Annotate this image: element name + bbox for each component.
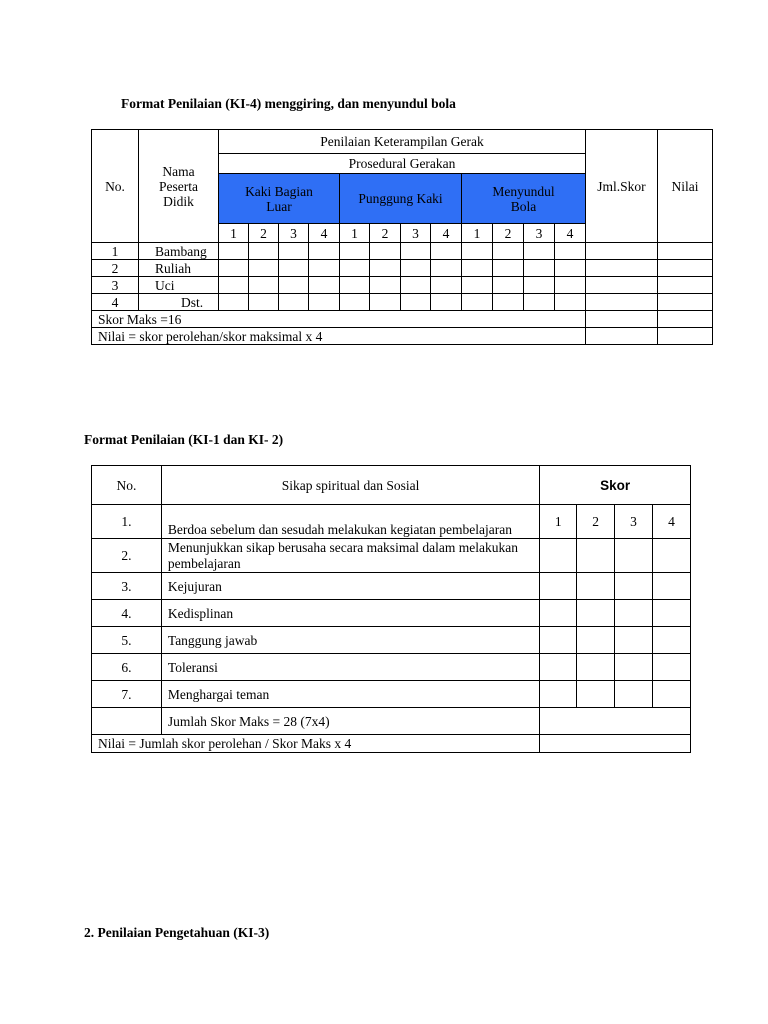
score-number: 3 <box>615 505 653 539</box>
table-row <box>92 627 691 654</box>
header-prosedural: Prosedural Gerakan <box>219 154 586 174</box>
score-number: 3 <box>401 224 431 243</box>
table-row <box>92 505 691 539</box>
table-row <box>92 277 713 294</box>
row-no: 1 <box>92 243 139 260</box>
header-nilai: Nilai <box>658 130 713 243</box>
table-row <box>92 294 713 311</box>
row-no: 1. <box>92 505 162 539</box>
nilai-formula: Nilai = skor perolehan/skor maksimal x 4 <box>92 328 586 345</box>
score-number: 4 <box>431 224 462 243</box>
score-number: 4 <box>555 224 586 243</box>
header-menyundul-bola: Menyundul Bola <box>462 174 586 224</box>
row-text: Kejujuran <box>161 573 539 600</box>
row-text: Menghargai teman <box>161 681 539 708</box>
row-text: Kedisplinan <box>161 600 539 627</box>
score-number: 1 <box>540 505 577 539</box>
ki1-ki2-assessment-table <box>91 465 691 753</box>
score-number: 1 <box>462 224 493 243</box>
score-number: 2 <box>577 505 615 539</box>
score-number: 4 <box>653 505 691 539</box>
table-row <box>92 260 713 277</box>
table-row <box>92 539 691 573</box>
row-no: 4 <box>92 294 139 311</box>
ki4-assessment-table <box>91 129 713 345</box>
row-no: 5. <box>92 627 162 654</box>
score-number: 2 <box>370 224 401 243</box>
header-sikap: Sikap spiritual dan Sosial <box>161 466 539 505</box>
row-text: Berdoa sebelum dan sesudah melakukan kegiatan pembelajaran <box>161 505 539 539</box>
header-punggung-kaki: Punggung Kaki <box>340 174 462 224</box>
score-number: 2 <box>249 224 279 243</box>
skor-maks: Skor Maks =16 <box>92 311 586 328</box>
section3-title: 2. Penilaian Pengetahuan (KI-3) <box>84 925 270 940</box>
row-no: 4. <box>92 600 162 627</box>
score-number: 1 <box>219 224 249 243</box>
row-name: Bambang <box>139 243 219 260</box>
row-name: Uci <box>139 277 219 294</box>
header-no: No. <box>92 466 162 505</box>
section2-title: Format Penilaian (KI-1 dan KI- 2) <box>84 432 284 447</box>
score-number: 2 <box>493 224 524 243</box>
row-no: 6. <box>92 654 162 681</box>
header-kaki-bagian-luar: Kaki Bagian Luar <box>219 174 340 224</box>
row-no: 7. <box>92 681 162 708</box>
score-number: 3 <box>279 224 309 243</box>
header-penilaian: Penilaian Keterampilan Gerak <box>219 130 586 154</box>
header-no: No. <box>92 130 139 243</box>
row-name: Dst. <box>139 294 219 311</box>
score-number: 3 <box>524 224 555 243</box>
header-skor: Skor <box>540 466 691 505</box>
score-number: 4 <box>309 224 340 243</box>
section1-title: Format Penilaian (KI-4) menggiring, dan menyundul bola <box>121 96 456 111</box>
header-nama: Nama Peserta Didik <box>139 130 219 243</box>
score-number: 1 <box>340 224 370 243</box>
nilai-formula: Nilai = Jumlah skor perolehan / Skor Maks x 4 <box>92 735 540 753</box>
row-no: 3. <box>92 573 162 600</box>
row-no: 2. <box>92 539 162 573</box>
table-row <box>92 654 691 681</box>
table-row <box>92 573 691 600</box>
jumlah-skor-maks: Jumlah Skor Maks = 28 (7x4) <box>161 708 539 735</box>
row-text: Tanggung jawab <box>161 627 539 654</box>
row-no: 2 <box>92 260 139 277</box>
row-text: Toleransi <box>161 654 539 681</box>
table-row <box>92 681 691 708</box>
table-row <box>92 243 713 260</box>
row-name: Ruliah <box>139 260 219 277</box>
row-text: Menunjukkan sikap berusaha secara maksimal dalam melakukan pembelajaran <box>161 539 539 573</box>
row-no: 3 <box>92 277 139 294</box>
header-jml-skor: Jml.Skor <box>586 130 658 243</box>
table-row <box>92 600 691 627</box>
